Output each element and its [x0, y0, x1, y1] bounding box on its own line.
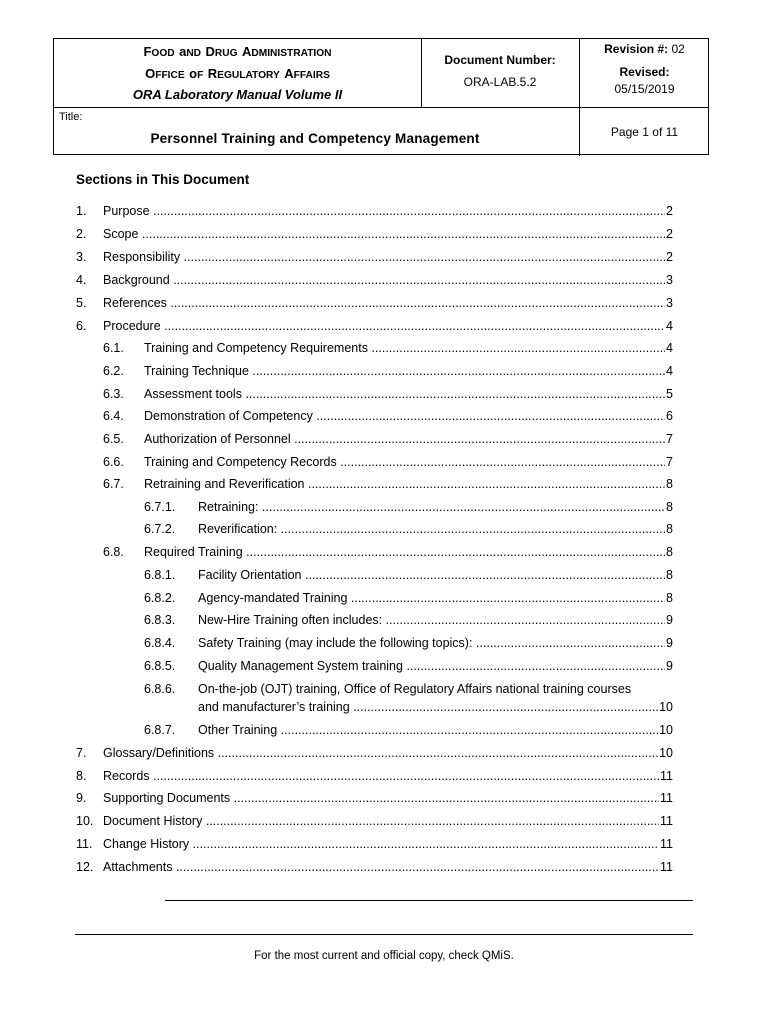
- toc-entry-title: Glossary/Definitions .....: [103, 745, 673, 761]
- toc-entry-number: 12.: [76, 860, 94, 874]
- header-divider: [421, 39, 422, 107]
- toc-entry-page: 5: [666, 387, 673, 401]
- toc-entry-title: Other Training .....: [198, 722, 673, 738]
- toc-entry-number: 6.7.2.: [144, 522, 176, 536]
- toc-entry-number: 1.: [76, 204, 87, 218]
- toc-entry-title: Authorization of Personnel .....: [144, 431, 673, 447]
- document-title: Personnel Training and Competency Management: [150, 131, 480, 146]
- toc-entry[interactable]: [0, 544, 673, 560]
- toc-entry-title: New-Hire Training often includes: .....: [198, 612, 673, 628]
- toc-entry[interactable]: [0, 295, 673, 311]
- toc-entry-title: Training Technique .....: [144, 363, 673, 379]
- toc-entry[interactable]: [0, 203, 673, 219]
- toc-entry[interactable]: [0, 722, 673, 738]
- toc-entry-number: 6.8.1.: [144, 568, 176, 582]
- toc-entry-number: 5.: [76, 296, 87, 310]
- toc-entry-number: 10.: [76, 814, 94, 828]
- toc-entry[interactable]: [0, 612, 673, 628]
- toc-entry-number: 6.1.: [103, 341, 124, 355]
- toc-entry-number: 6.8.3.: [144, 613, 176, 627]
- toc-entry[interactable]: [0, 272, 673, 288]
- page-number: Page 1 of 11: [610, 125, 679, 139]
- footer-note: For the most current and official copy, check QMiS.: [254, 950, 514, 962]
- toc-entry[interactable]: [0, 226, 673, 242]
- toc-entry[interactable]: [0, 499, 673, 515]
- toc-entry-number: 6.: [76, 319, 87, 333]
- toc-entry-number: 6.2.: [103, 364, 124, 378]
- toc-entry[interactable]: [0, 431, 673, 447]
- toc-entry[interactable]: [0, 681, 673, 697]
- toc-entry-page: 2: [666, 250, 673, 264]
- toc-entry-page: 9: [666, 613, 673, 627]
- toc-entry-page: 10: [659, 746, 673, 760]
- toc-entry[interactable]: [0, 249, 673, 265]
- toc-entry-title: Document History .....: [103, 813, 673, 829]
- toc-entry-number: 6.4.: [103, 409, 124, 423]
- toc-entry[interactable]: [0, 658, 673, 674]
- toc-entry[interactable]: [0, 768, 673, 784]
- toc-entry-number: 6.8.7.: [144, 723, 176, 737]
- toc-entry[interactable]: [0, 859, 673, 875]
- revised-label: Revised:: [619, 65, 670, 79]
- toc-entry[interactable]: [0, 386, 673, 402]
- toc-entry[interactable]: [0, 318, 673, 334]
- toc-entry-page: 8: [666, 545, 673, 559]
- toc-entry[interactable]: [0, 340, 673, 356]
- toc-entry-title: Required Training .....: [144, 544, 673, 560]
- toc-entry-page: 8: [666, 591, 673, 605]
- toc-entry-number: 6.8.: [103, 545, 124, 559]
- toc-entry[interactable]: [0, 635, 673, 651]
- toc-entry-number: 6.8.2.: [144, 591, 176, 605]
- toc-entry-number: 6.8.4.: [144, 636, 176, 650]
- toc-entry-title: Safety Training (may include the following topics): .....: [198, 635, 673, 651]
- toc-entry-number: 7.: [76, 746, 87, 760]
- document-number: ORA-LAB.5.2: [463, 75, 537, 89]
- toc-entry-number: 6.8.6.: [144, 682, 176, 696]
- toc-entry-title: Supporting Documents .....: [103, 790, 673, 806]
- toc-entry-page: 8: [666, 568, 673, 582]
- toc-entry-title: Retraining: .....: [198, 499, 673, 515]
- toc-entry-number: 3.: [76, 250, 87, 264]
- toc-entry-page: 2: [666, 204, 673, 218]
- revision: [579, 42, 710, 56]
- toc-entry-number: 6.8.5.: [144, 659, 176, 673]
- toc-entry-title: Retraining and Reverification .....: [144, 476, 673, 492]
- toc-entry-page: 8: [666, 522, 673, 536]
- toc-entry-number: 8.: [76, 769, 87, 783]
- toc-entry-title: Demonstration of Competency .....: [144, 408, 673, 424]
- toc-entry-page: 7: [666, 432, 673, 446]
- toc-entry-page: 4: [666, 364, 673, 378]
- toc-entry[interactable]: [0, 454, 673, 470]
- toc-entry-page: 8: [666, 500, 673, 514]
- toc-entry-title: References .....: [103, 295, 673, 311]
- toc-entry-number: 6.7.: [103, 477, 124, 491]
- revision-number: 02: [671, 42, 685, 56]
- toc-entry[interactable]: [0, 408, 673, 424]
- toc-entry-title: Procedure .....: [103, 318, 673, 334]
- toc-entry-number: 9.: [76, 791, 87, 805]
- toc-entry-title: Assessment tools .....: [144, 386, 673, 402]
- toc-entry-page: 3: [666, 296, 673, 310]
- toc-entry-page: 10: [659, 700, 673, 714]
- sections-heading: Sections in This Document: [76, 172, 250, 187]
- toc-entry-number: 6.5.: [103, 432, 124, 446]
- toc-entry[interactable]: [0, 790, 673, 806]
- toc-entry-title: Purpose .....: [103, 203, 673, 219]
- toc-entry-title: Training and Competency Requirements .....: [144, 340, 673, 356]
- toc-entry-page: 9: [666, 636, 673, 650]
- toc-entry-page: 11: [660, 837, 673, 851]
- toc-entry[interactable]: [0, 590, 673, 606]
- toc-entry[interactable]: [0, 363, 673, 379]
- header-divider: [54, 107, 708, 108]
- toc-entry-title: Background .....: [103, 272, 673, 288]
- toc-entry-page: 4: [666, 319, 673, 333]
- document-header: [53, 38, 709, 155]
- toc-entry-number: 6.7.1.: [144, 500, 176, 514]
- toc-entry-number: 4.: [76, 273, 87, 287]
- toc-entry-title: Records .....: [103, 768, 673, 784]
- toc-entry-page: 4: [666, 341, 673, 355]
- toc-entry-number: 11.: [76, 837, 93, 851]
- manual-name: ORA Laboratory Manual Volume II: [132, 87, 343, 102]
- toc-entry-title: Responsibility .....: [103, 249, 673, 265]
- toc-entry-title: Scope .....: [103, 226, 673, 242]
- toc-entry[interactable]: [0, 567, 673, 583]
- toc-entry-title: Facility Orientation .....: [198, 567, 673, 583]
- toc-entry[interactable]: [0, 521, 673, 537]
- toc-entry-page: 11: [660, 791, 673, 805]
- toc-entry[interactable]: [0, 813, 673, 829]
- title-label: Title:: [59, 111, 83, 123]
- toc-entry-page: 8: [666, 477, 673, 491]
- revision-label: Revision #:: [604, 42, 669, 56]
- toc-entry-number: 6.3.: [103, 387, 124, 401]
- revised-date: 05/15/2019: [614, 82, 675, 96]
- toc-entry-title: On-the-job (OJT) training, Office of Regulatory Affairs national training courses: [198, 682, 632, 696]
- document-number-label: Document Number:: [444, 53, 556, 67]
- toc-entry-continuation: [0, 699, 673, 715]
- org-name: FOOD aND DRUG ADMINISTRATION: [143, 44, 332, 59]
- toc-entry-page: 10: [659, 723, 673, 737]
- toc-entry[interactable]: [0, 836, 673, 852]
- toc-entry-number: 6.6.: [103, 455, 124, 469]
- toc-entry[interactable]: [0, 476, 673, 492]
- toc-entry-title: Change History .....: [103, 836, 673, 852]
- toc-entry-page: 3: [666, 273, 673, 287]
- toc-entry-title-continuation: and manufacturer’s training .....: [198, 699, 673, 715]
- toc-entry-title: Agency-mandated Training .....: [198, 590, 673, 606]
- toc-entry-page: 9: [666, 659, 673, 673]
- toc-entry-page: 6: [666, 409, 673, 423]
- separator-line: [165, 900, 693, 901]
- footer-rule: [75, 934, 693, 935]
- toc-entry-title: Quality Management System training .....: [198, 658, 673, 674]
- toc-entry-title: Reverification: .....: [198, 521, 673, 537]
- toc-entry-page: 11: [660, 814, 673, 828]
- toc-entry-page: 7: [666, 455, 673, 469]
- toc-entry-title: Attachments .....: [103, 859, 673, 875]
- toc-entry-page: 11: [660, 860, 673, 874]
- toc-entry-page: 11: [660, 769, 673, 783]
- office-name: OFFICE oF REGULATORY AFFAIRS: [145, 66, 330, 81]
- toc-entry-title: Training and Competency Records .....: [144, 454, 673, 470]
- toc-entry[interactable]: [0, 745, 673, 761]
- toc-entry-page: 2: [666, 227, 673, 241]
- toc-entry-number: 2.: [76, 227, 87, 241]
